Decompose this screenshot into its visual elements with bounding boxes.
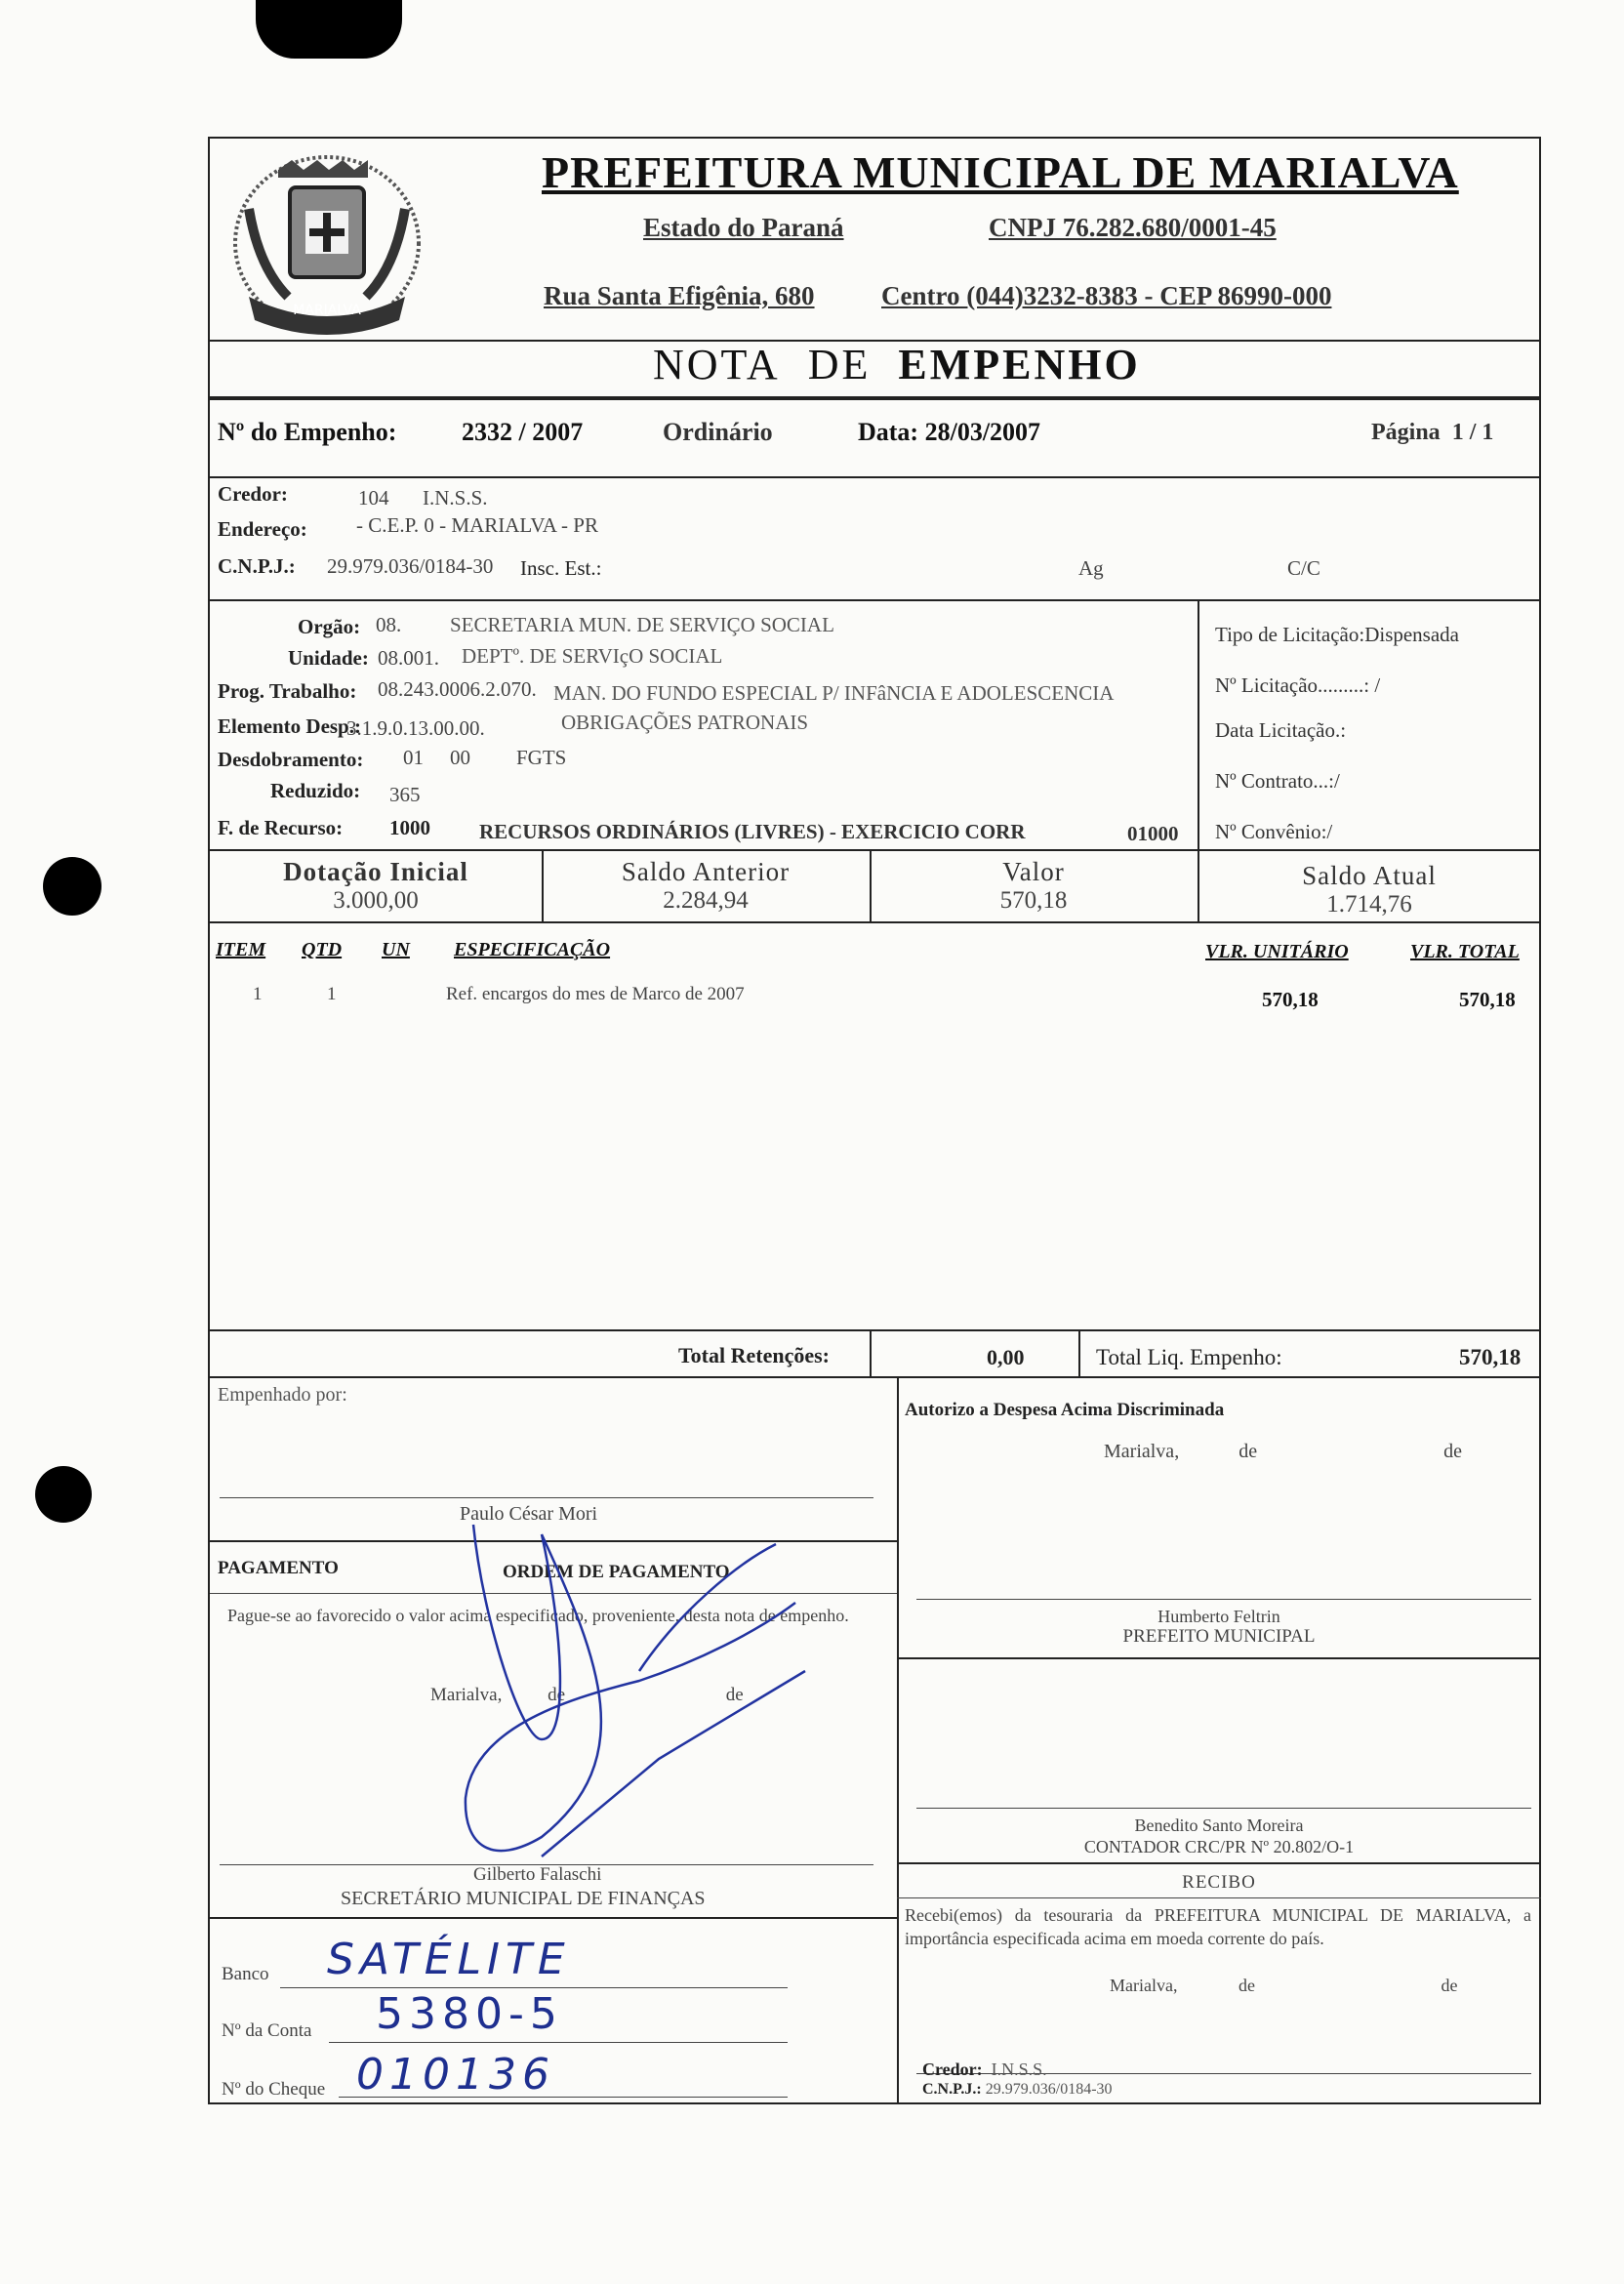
reduzido-value: 365: [389, 783, 421, 806]
prog-name: MAN. DO FUNDO ESPECIAL P/ INFâNCIA E ADOLESCENCIA: [553, 681, 1115, 705]
document-title: NOTA DE EMPENHO: [653, 341, 1141, 388]
orgao-name: SECRETARIA MUN. DE SERVIÇO SOCIAL: [450, 613, 834, 636]
recibo-cnpj: C.N.P.J.: 29.979.036/0184-30: [922, 2081, 1113, 2098]
desdobramento-b: 00: [450, 746, 470, 769]
staple-mark: [256, 0, 402, 59]
document-sheet: [208, 137, 1541, 2104]
svg-text:MARIALVA: MARIALVA: [293, 303, 361, 318]
signature-scribble: [346, 1505, 893, 1876]
ordem-pagamento-label: ORDEM DE PAGAMENTO: [503, 1562, 730, 1582]
pague-se-text: Pague-se ao favorecido o valor acima especificado, proveniente, desta nota de empenho.: [227, 1606, 849, 1625]
banco-value: SATÉLITE: [327, 1935, 571, 1984]
total-retencoes-value: 0,00: [987, 1345, 1025, 1369]
recurso-label: F. de Recurso:: [218, 816, 344, 839]
endereco-label: Endereço:: [218, 517, 307, 541]
recurso-code: 01000: [1127, 822, 1179, 845]
secretario-title: SECRETÁRIO MUNICIPAL DE FINANÇAS: [341, 1888, 706, 1909]
orgao-code: 08.: [376, 613, 402, 636]
total-retencoes-label: Total Retenções:: [678, 1343, 830, 1367]
col-unit-value: VLR. UNITÁRIO: [1205, 941, 1349, 962]
orgao-label: Orgão:: [298, 615, 361, 638]
empenho-number: 2332 / 2007: [462, 418, 584, 446]
desdobramento-name: FGTS: [516, 746, 567, 769]
cheque-value: 010136: [356, 2050, 555, 2100]
unidade-label: Unidade:: [288, 646, 369, 670]
elemento-code: 3.1.9.0.13.00.00.: [346, 716, 485, 740]
elemento-name: OBRIGAÇÕES PATRONAIS: [561, 711, 809, 734]
conta-label: Nº da Conta: [222, 2020, 312, 2041]
col-spec: ESPECIFICAÇÃO: [454, 939, 611, 960]
cc-label: C/C: [1287, 556, 1320, 580]
secretario-name: Gilberto Falaschi: [473, 1864, 602, 1885]
col-item: ITEM: [216, 939, 266, 960]
prog-code: 08.243.0006.2.070.: [378, 677, 537, 701]
contador-title: CONTADOR CRC/PR Nº 20.802/O-1: [1083, 1837, 1355, 1856]
header-title: PREFEITURA MUNICIPAL DE MARIALVA: [542, 147, 1459, 197]
licitacao-numero: Nº Licitação.........: /: [1215, 673, 1381, 697]
empenhado-label: Empenhado por:: [218, 1384, 347, 1406]
balance-saldo-atual: Saldo Atual 1.714,76: [1302, 861, 1437, 918]
table-row: 1 1 Ref. encargos do mes de Marco de 2007 570,18 570,18: [253, 984, 1516, 1011]
credor-code: 104: [358, 486, 389, 510]
pagamento-label: PAGAMENTO: [218, 1558, 339, 1578]
cnpj-value: 29.979.036/0184-30: [327, 554, 494, 578]
prog-label: Prog. Trabalho:: [218, 679, 357, 703]
total-liq-label: Total Liq. Empenho:: [1096, 1345, 1282, 1369]
prefeito-title: PREFEITO MUNICIPAL: [1122, 1626, 1316, 1647]
autorizo-text: Autorizo a Despesa Acima Discriminada: [905, 1400, 1225, 1420]
unidade-name: DEPTº. DE SERVIçO SOCIAL: [462, 644, 723, 668]
licitacao-convenio: Nº Convênio:/: [1215, 820, 1333, 843]
col-un: UN: [382, 939, 410, 960]
cheque-label: Nº do Cheque: [222, 2079, 326, 2100]
municipal-crest: [229, 150, 425, 336]
balance-dotacao-inicial: Dotação Inicial 3.000,00: [283, 857, 468, 914]
insc-label: Insc. Est.:: [520, 556, 602, 580]
punch-hole-top: [43, 857, 102, 916]
licitacao-contrato: Nº Contrato...:/: [1215, 769, 1340, 793]
ordem-date-line: Marialva, de de: [430, 1685, 744, 1705]
conta-value: 5380-5: [376, 1989, 563, 2039]
recurso-name: RECURSOS ORDINÁRIOS (LIVRES) - EXERCICIO CORR: [479, 820, 1026, 843]
recibo-title: RECIBO: [1182, 1872, 1256, 1893]
empenho-number-label: Nº do Empenho:: [218, 418, 397, 446]
punch-hole-bottom: [35, 1466, 92, 1523]
prefeito-name: Humberto Feltrin: [1157, 1607, 1280, 1626]
recurso-value: 1000: [389, 816, 430, 839]
col-qtd: QTD: [302, 939, 343, 960]
contador-name: Benedito Santo Moreira: [1134, 1815, 1304, 1835]
header-cnpj: CNPJ 76.282.680/0001-45: [989, 213, 1277, 242]
licitacao-tipo: Tipo de Licitação:Dispensada: [1215, 623, 1460, 646]
endereco-value: - C.E.P. 0 - MARIALVA - PR: [356, 513, 598, 537]
cnpj-label: C.N.P.J.:: [218, 554, 296, 578]
licitacao-data: Data Licitação.:: [1215, 718, 1347, 742]
ag-label: Ag: [1078, 556, 1104, 580]
recibo-text: Recebi(emos) da tesouraria da PREFEITURA MUNICIPAL DE MARIALVA, a importância especificada acima em moeda corrente do país.: [905, 1905, 1531, 1948]
elemento-label: Elemento Desp.:: [218, 714, 361, 738]
unidade-code: 08.001.: [378, 646, 439, 670]
reduzido-label: Reduzido:: [270, 779, 361, 802]
page-indicator: Página 1 / 1: [1371, 420, 1494, 445]
recibo-date-line: Marialva, de de: [1110, 1976, 1458, 1995]
recibo-credor: Credor: I.N.S.S.: [922, 2060, 1047, 2079]
autorizo-date-line: Marialva, de de: [1104, 1441, 1462, 1462]
credor-name: I.N.S.S.: [423, 486, 488, 510]
empenho-date: Data: 28/03/2007: [858, 418, 1041, 446]
banco-label: Banco: [222, 1964, 269, 1984]
desdobramento-a: 01: [403, 746, 424, 769]
desdobramento-label: Desdobramento:: [218, 748, 364, 771]
balance-saldo-anterior: Saldo Anterior 2.284,94: [621, 857, 791, 914]
credor-label: Credor:: [218, 482, 288, 506]
header-district-phone: Centro (044)3232-8383 - CEP 86990-000: [881, 281, 1332, 310]
header-street: Rua Santa Efigênia, 680: [544, 281, 815, 310]
total-liq-value: 570,18: [1459, 1345, 1522, 1369]
empenhado-name: Paulo César Mori: [460, 1503, 598, 1525]
header-state: Estado do Paraná: [643, 213, 844, 242]
col-total-value: VLR. TOTAL: [1410, 941, 1520, 962]
empenho-type: Ordinário: [663, 418, 773, 446]
balance-valor: Valor 570,18: [999, 857, 1068, 914]
